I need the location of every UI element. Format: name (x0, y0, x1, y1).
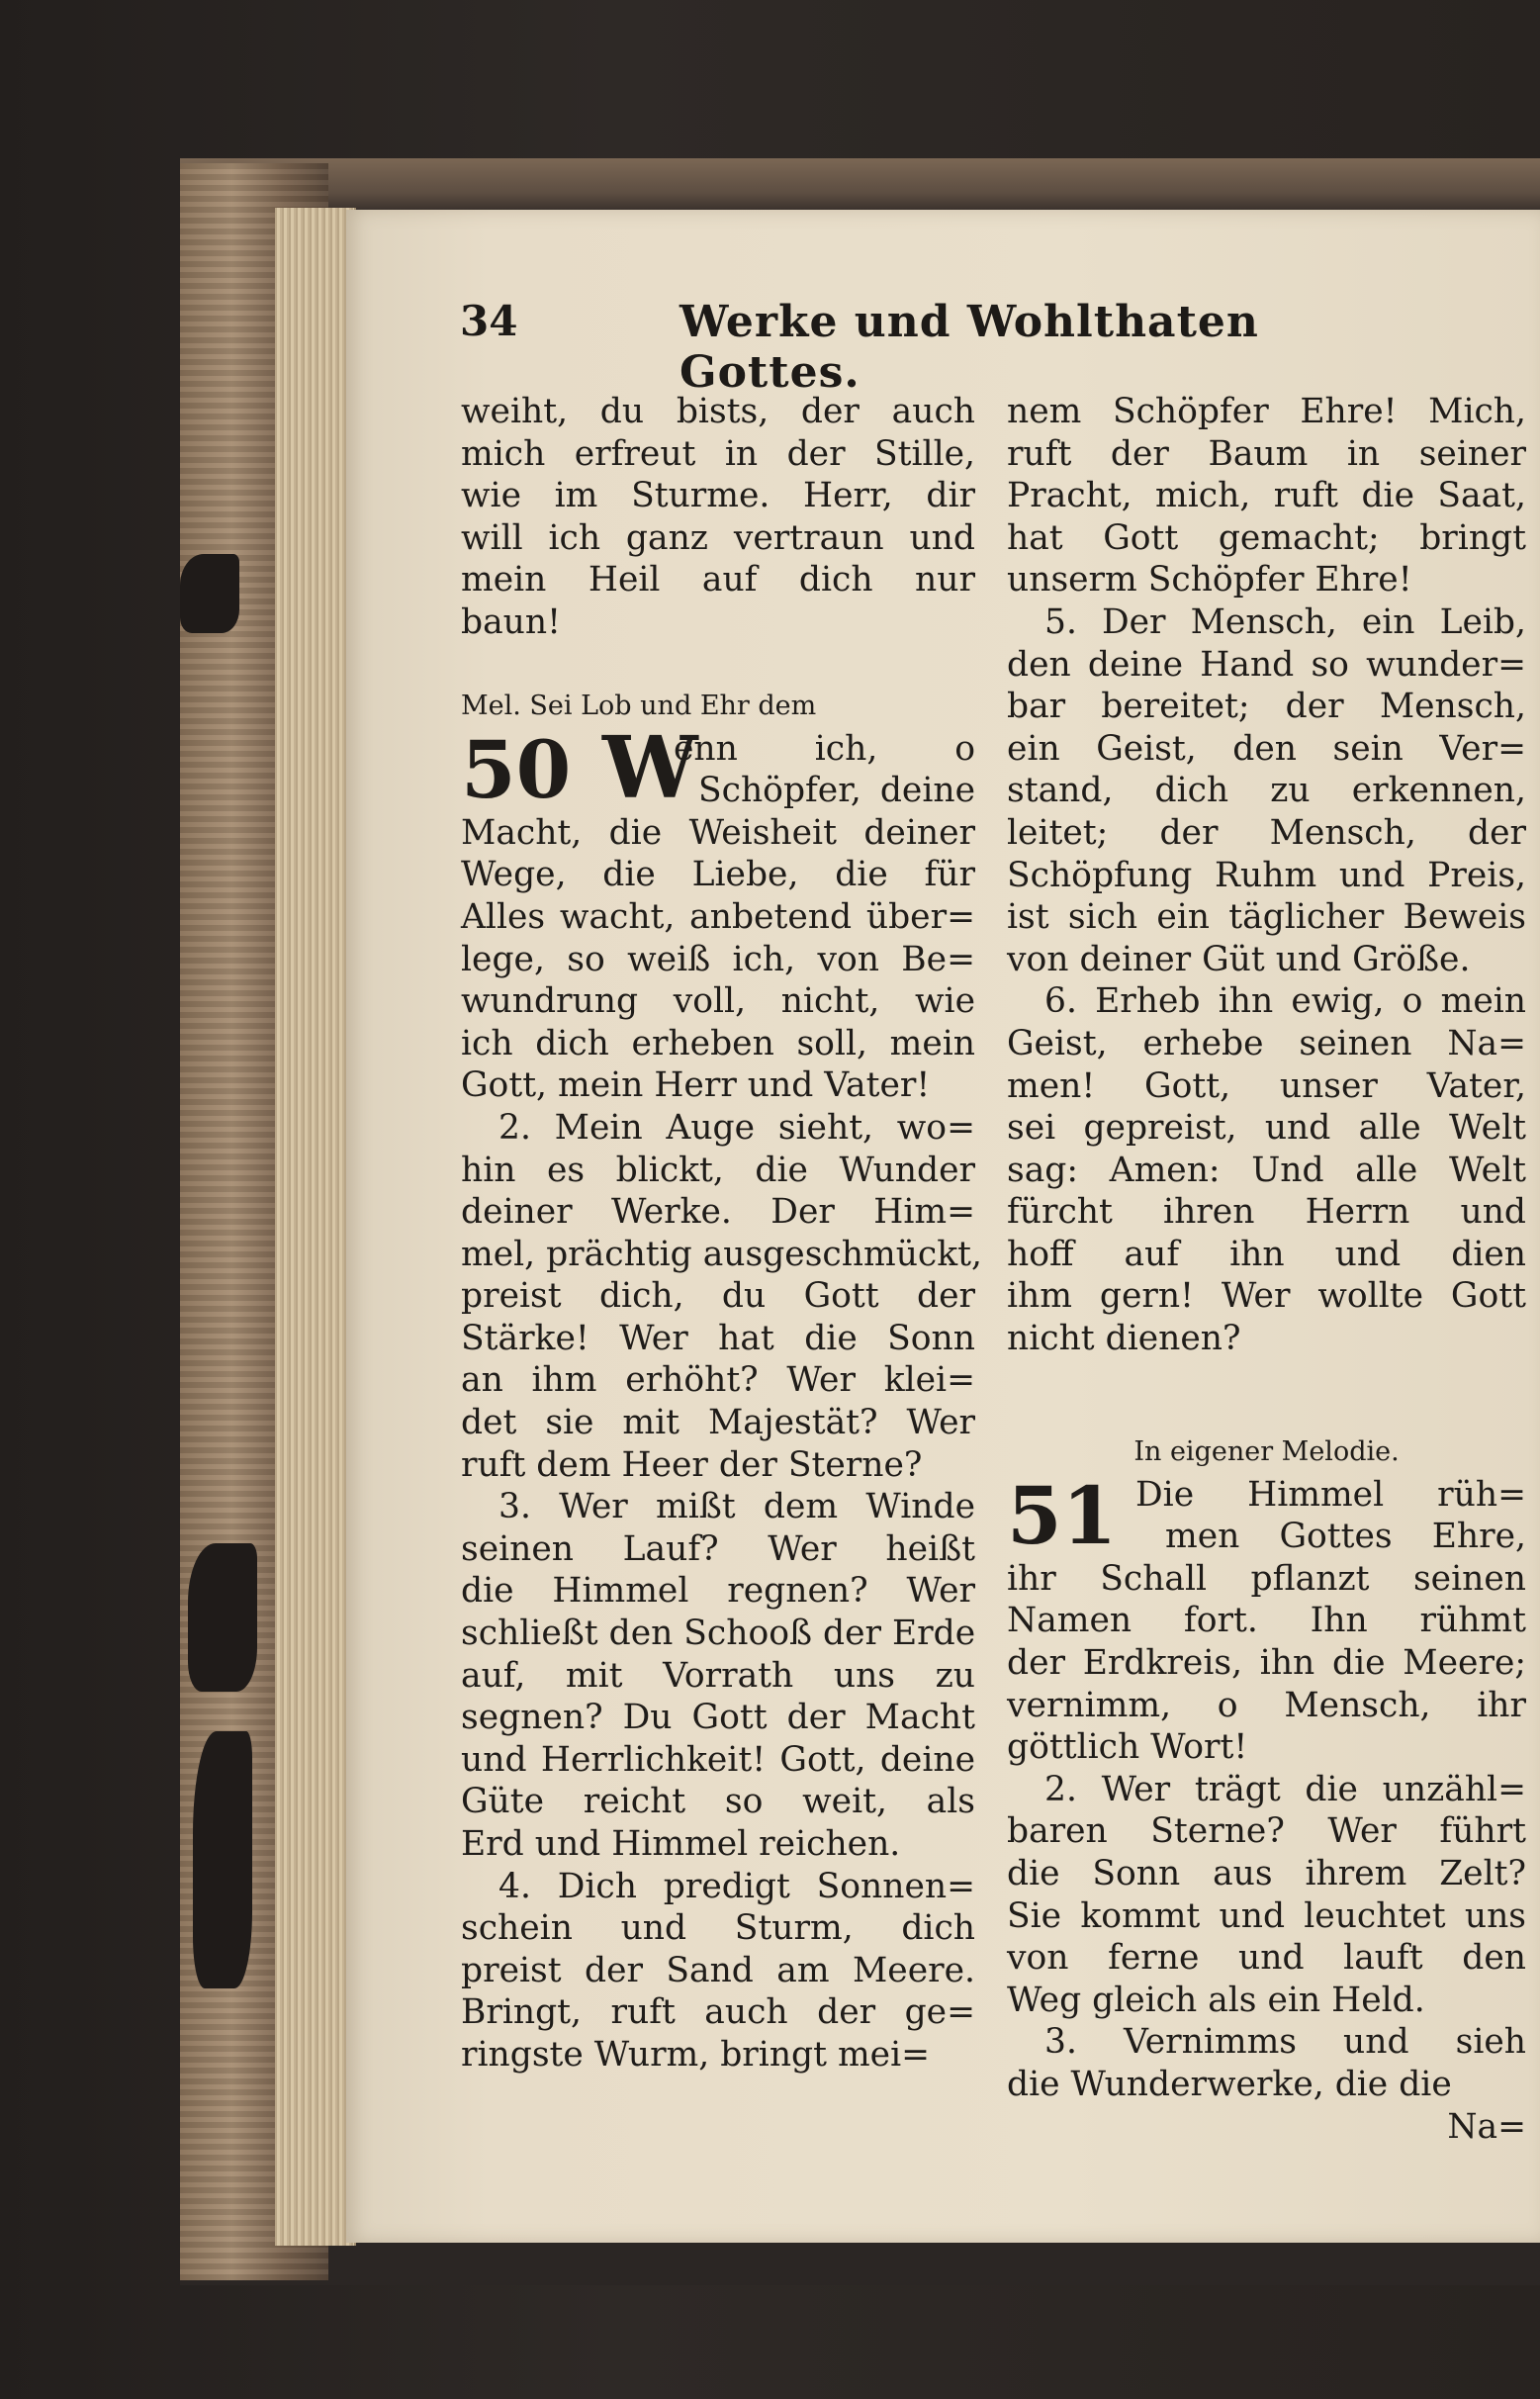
text-line: von ferne und lauft den (1007, 1938, 1526, 1979)
text-line: hoff auf ihn und dien (1007, 1234, 1526, 1274)
hymn-number: 51 (1007, 1468, 1118, 1562)
text-line: Gott, mein Herr und Vater! (461, 1065, 931, 1106)
drop-cap: W (602, 717, 698, 818)
text-line: Erd und Himmel reichen. (461, 1824, 901, 1864)
text-line: seinen Lauf? Wer heißt (461, 1528, 975, 1569)
text-line: die Himmel regnen? Wer (461, 1571, 975, 1612)
melody-note: In eigener Melodie. (1133, 1436, 1400, 1468)
text-line: unserm Schöpfer Ehre! (1007, 560, 1412, 600)
text-line: Pracht, mich, ruft die Saat, (1007, 476, 1526, 516)
text-line: wundrung voll, nicht, wie (461, 981, 975, 1022)
text-line: den deine Hand so wunder= (1007, 644, 1526, 685)
text-line: Weg gleich als ein Held. (1007, 1980, 1425, 2020)
cover-damage (188, 1543, 257, 1692)
catchword: Na= (1447, 2106, 1526, 2147)
text-line: preist dich, du Gott der (461, 1276, 975, 1317)
text-line: an ihm erhöht? Wer klei= (461, 1360, 975, 1401)
cover-top-edge (180, 158, 1540, 216)
text-line: ihm gern! Wer wollte Gott (1007, 1276, 1526, 1317)
text-line: hat Gott gemacht; bringt (1007, 517, 1526, 558)
text-line: ruft dem Heer der Sterne? (461, 1444, 923, 1485)
melody-note: Mel. Sei Lob und Ehr dem (461, 691, 817, 722)
text-line: auf, mit Vorrath uns zu (461, 1655, 975, 1696)
text-line: von deiner Güt und Größe. (1007, 939, 1471, 979)
hymn-50-continuation (1007, 391, 1526, 1360)
text-line: 5. Der Mensch, ein Leib, (1044, 601, 1526, 642)
text-line: Wege, die Liebe, die für (461, 855, 975, 895)
cover-damage (193, 1731, 252, 1988)
text-line: Güte reicht so weit, als (461, 1782, 975, 1822)
text-line: und Herrlichkeit! Gott, deine (461, 1739, 975, 1780)
text-line: 2. Wer trägt die unzähl= (1044, 1769, 1526, 1809)
text-line: 6. Erheb ihn ewig, o mein (1044, 981, 1526, 1022)
left-column (461, 391, 982, 2076)
text-line: vernimm, o Mensch, ihr (1007, 1685, 1526, 1725)
text-line: sei gepreist, und alle Welt (1007, 1108, 1526, 1149)
text-line: schein und Sturm, dich (461, 1908, 975, 1949)
text-line: mein Heil auf dich nur (461, 560, 975, 600)
hymn-second-line: Schöpfer, deine (698, 771, 975, 811)
text-line: stand, dich zu erkennen, (1007, 771, 1526, 811)
hymn-51-opening (1007, 1468, 1526, 1562)
text-line: göttlich Wort! (1007, 1727, 1248, 1768)
text-line: Macht, die Weisheit deiner (461, 812, 975, 853)
text-line: det sie mit Majestät? Wer (461, 1403, 975, 1443)
page-header (460, 297, 1330, 398)
page-number: 34 (460, 297, 518, 345)
text-line: ich dich erheben soll, mein (461, 1023, 975, 1063)
hymn-first-line: Die Himmel rüh= (1135, 1474, 1526, 1515)
text-line: baren Sterne? Wer führt (1007, 1811, 1526, 1852)
text-line: weiht, du bists, der auch (461, 392, 975, 431)
text-line: Alles wacht, anbetend über= (461, 896, 975, 937)
text-line: schließt den Schooß der Erde (461, 1614, 976, 1654)
text-line: mel, prächtig ausgeschmückt, (461, 1234, 982, 1274)
text-line: ist sich ein täglicher Beweis (1007, 897, 1526, 938)
text-line: preist der Sand am Meere. (461, 1950, 975, 1990)
text-line: die Wunderwerke, die die (1007, 2064, 1452, 2104)
text-line: nicht dienen? (1007, 1319, 1241, 1359)
text-line: hin es blickt, die Wunder (461, 1150, 975, 1190)
text-line: segnen? Du Gott der Macht (461, 1698, 975, 1738)
right-column (1007, 391, 1526, 2148)
cover-damage (180, 554, 239, 633)
text-line: ringste Wurm, bringt mei= (461, 2034, 931, 2075)
text-line: baun! (461, 601, 561, 642)
text-line: der Erdkreis, ihn die Meere; (1007, 1643, 1526, 1684)
hymn-number: 50 (461, 722, 572, 816)
text-line: 4. Dich predigt Sonnen= (498, 1866, 975, 1906)
text-line: ihr Schall pflanzt seinen (1007, 1558, 1526, 1599)
text-line: die Sonn aus ihrem Zelt? (1007, 1854, 1526, 1893)
text-line: 3. Vernimms und sieh (1044, 2022, 1526, 2063)
text-line: 2. Mein Auge sieht, wo= (498, 1107, 975, 1148)
hymn-first-line: enn ich, o (674, 728, 975, 769)
hymn-second-line: men Gottes Ehre, (1165, 1517, 1526, 1557)
text-line: wie im Sturme. Herr, dir (461, 476, 975, 516)
text-line: nem Schöpfer Ehre! Mich, (1007, 392, 1526, 431)
text-line: leitet; der Mensch, der (1007, 812, 1526, 853)
text-line: mich erfreut in der Stille, (461, 433, 975, 474)
hymn-51-text (1007, 1558, 1526, 2106)
text-line: Schöpfung Ruhm und Preis, (1007, 855, 1526, 895)
text-line: men! Gott, unser Vater, (1007, 1065, 1526, 1106)
text-line: 3. Wer mißt dem Winde (498, 1487, 975, 1527)
text-line: fürcht ihren Herrn und (1007, 1192, 1526, 1233)
text-line: lege, so weiß ich, von Be= (461, 939, 975, 979)
text-line: Geist, erhebe seinen Na= (1007, 1023, 1526, 1063)
text-line: sag: Amen: Und alle Welt (1007, 1150, 1526, 1190)
text-line: bar bereitet; der Mensch, (1007, 687, 1526, 727)
left-continuation (461, 391, 975, 644)
hymn-50-text (461, 812, 982, 2076)
text-line: ruft der Baum in seiner (1007, 433, 1526, 474)
running-title: Werke und Wohlthaten Gottes. (679, 297, 1259, 398)
text-line: will ich ganz vertraun und (461, 517, 975, 558)
text-line: ein Geist, den sein Ver= (1007, 728, 1526, 769)
page-block-edges (275, 208, 356, 2246)
text-line: Sie kommt und leuchtet uns (1007, 1895, 1526, 1936)
text-line: Stärke! Wer hat die Sonn (461, 1318, 975, 1358)
text-line: deiner Werke. Der Him= (461, 1192, 975, 1233)
hymn-50-opening (461, 717, 975, 818)
text-line: Namen fort. Ihn rühmt (1007, 1601, 1526, 1641)
text-line: Bringt, ruft auch der ge= (461, 1992, 975, 2033)
